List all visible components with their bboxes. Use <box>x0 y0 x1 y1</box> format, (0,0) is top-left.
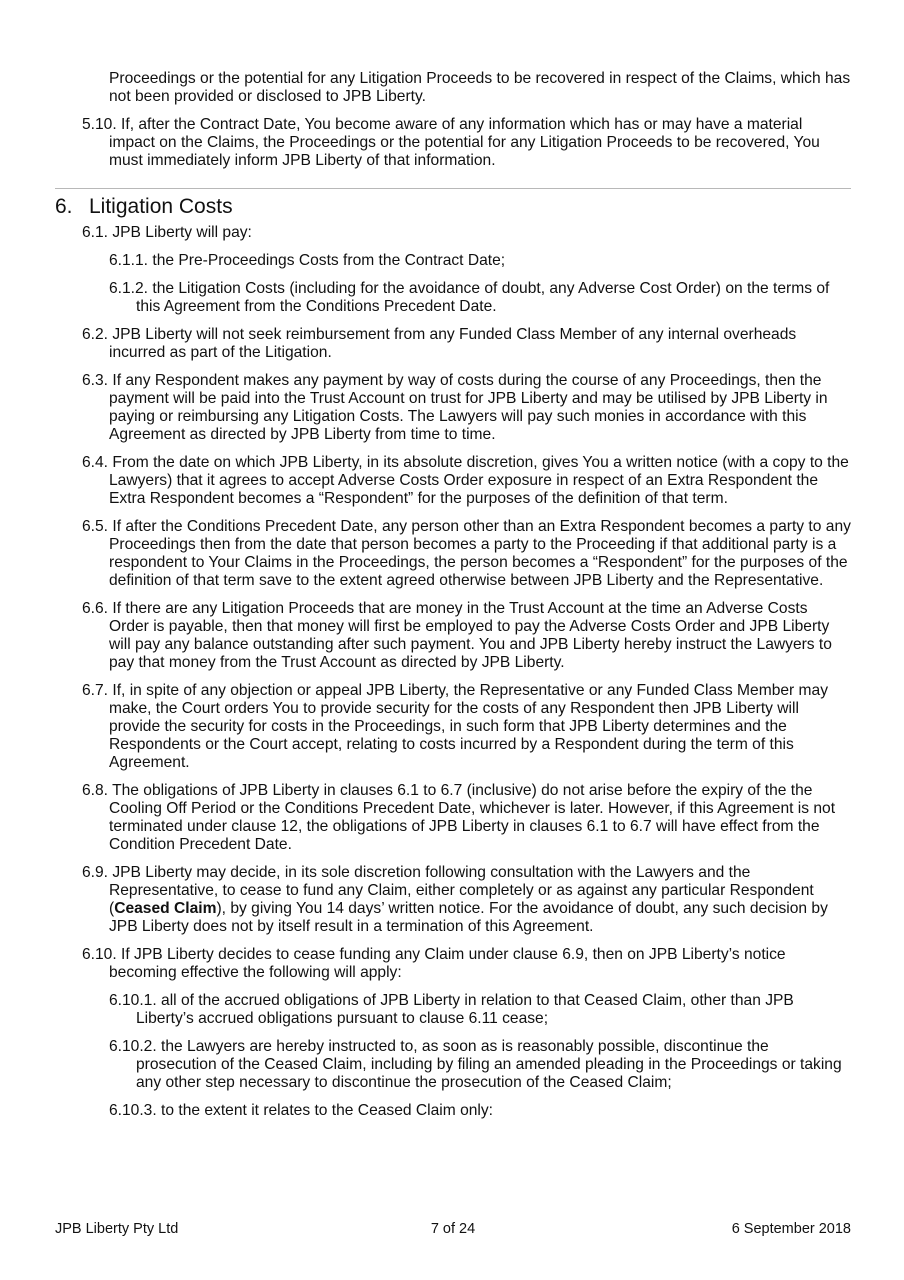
section-number: 6. <box>55 195 73 218</box>
clause-text: all of the accrued obligations of JPB Liberty in relation to that Ceased Claim, other than JPB Liberty’s accrued obligations pursuant to clause 6.11 cease; <box>136 992 794 1027</box>
clause-number: 6.10.1. <box>109 992 157 1009</box>
clause-6-9 <box>55 864 851 936</box>
clause-text: If, in spite of any objection or appeal JPB Liberty, the Representative or any Funded Class Member may make, the Court orders You to provide security for the costs of any Respondent then JPB Liberty will provide the security for costs in the Proceedings, in such form that JPB Liberty determines and the Respondents or the Court accept, relating to costs incurred by a Respondent during the term of this Agreement. <box>109 682 829 771</box>
footer-date: 6 September 2018 <box>731 1221 851 1237</box>
section-title: Litigation Costs <box>89 195 233 218</box>
clause-6-10-1 <box>55 992 851 1028</box>
clause-text: JPB Liberty will not seek reimbursement from any Funded Class Member of any internal overheads incurred as part of the Litigation. <box>109 326 797 361</box>
clause-6-10-3 <box>55 1102 851 1120</box>
clause-text: If any Respondent makes any payment by way of costs during the course of any Proceedings, then the payment will be paid into the Trust Account on trust for JPB Liberty and may be utilised by JPB Liberty in paying or reimbursing any Litigation Costs. The Lawyers will pay such monies in accordance with this Agreement as directed by JPB Liberty from time to time. <box>109 372 828 443</box>
clause-6-10 <box>55 946 851 982</box>
clause-text: If JPB Liberty decides to cease funding any Claim under clause 6.9, then on JPB Liberty’s notice becoming effective the following will apply: <box>109 946 786 981</box>
section-heading <box>55 194 851 220</box>
clause-number: 6.7. <box>82 682 109 699</box>
clause-number: 6.2. <box>82 326 109 343</box>
intro-continuation: Proceedings or the potential for any Litigation Proceeds to be recovered in respect of the Claims, which has not been provided or disclosed to JPB Liberty. <box>109 70 851 105</box>
clause-text: From the date on which JPB Liberty, in its absolute discretion, gives You a written notice (with a copy to the Lawyers) that it agrees to accept Adverse Costs Order exposure in respect of an Extra Respondent the Extra Respondent becomes a “Respondent” for the purposes of the definition of that term. <box>109 454 849 507</box>
clause-text: to the extent it relates to the Ceased Claim only: <box>161 1102 494 1119</box>
clause-6-7 <box>55 682 851 772</box>
clause-6-1 <box>55 224 851 242</box>
clause-text: The obligations of JPB Liberty in clauses 6.1 to 6.7 (inclusive) do not arise before the expiry of the the Cooling Off Period or the Conditions Precedent Date, whichever is later. However, if this Agreement is not terminated under clause 12, the obligations of JPB Liberty in clauses 6.1 to 6.7 will have effect from the Condition Precedent Date. <box>109 782 836 853</box>
clause-6-3 <box>55 372 851 444</box>
clause-6-8 <box>55 782 851 854</box>
clause-number: 6.1.2. <box>109 280 149 297</box>
clause-number: 6.9. <box>82 864 109 881</box>
clause-text: the Litigation Costs (including for the avoidance of doubt, any Adverse Cost Order) on the terms of this Agreement from the Conditions Precedent Date. <box>136 280 830 315</box>
clause-number: 6.10.2. <box>109 1038 157 1055</box>
clause-5-10 <box>55 116 851 170</box>
clause-6-4 <box>55 454 851 508</box>
defined-term: Ceased Claim <box>114 900 217 917</box>
clause-number: 6.8. <box>82 782 109 799</box>
clause-number: 6.1.1. <box>109 252 149 269</box>
document-body <box>55 70 851 1130</box>
clause-number: 6.3. <box>82 372 109 389</box>
clause-number: 6.5. <box>82 518 109 535</box>
section-divider <box>55 188 851 189</box>
clause-6-1-2 <box>55 280 851 316</box>
clause-6-6 <box>55 600 851 672</box>
clause-text: If there are any Litigation Proceeds that are money in the Trust Account at the time an Adverse Costs Order is payable, then that money will first be employed to pay the Adverse Costs Order and JPB Liberty will pay any balance outstanding after such payment. You and JPB Liberty hereby instruct the Lawyers to pay that money from the Trust Account as directed by JPB Liberty. <box>109 600 832 671</box>
clause-number: 5.10. <box>82 116 117 133</box>
clause-text-before: JPB Liberty may decide, in its sole discretion following consultation with the Lawyers and the Representative, to cease to fund any Claim, either completely or as against any particular Respondent ( <box>109 864 814 917</box>
footer-company: JPB Liberty Pty Ltd <box>55 1221 179 1237</box>
clause-6-5 <box>55 518 851 590</box>
clause-6-1-1 <box>55 252 851 270</box>
clause-number: 6.10. <box>82 946 117 963</box>
clause-text: JPB Liberty will pay: <box>112 224 252 241</box>
clause-number: 6.1. <box>82 224 109 241</box>
clause-text-after: ), by giving You 14 days’ written notice. For the avoidance of doubt, any such decision by JPB Liberty does not by itself result in a termination of this Agreement. <box>109 900 828 935</box>
clause-text: the Lawyers are hereby instructed to, as soon as is reasonably possible, discontinue the prosecution of the Ceased Claim, including by filing an amended pleading in the Proceedings or taking any other step necessary to discontinue the prosecution of the Ceased Claim; <box>136 1038 842 1091</box>
clause-6-2 <box>55 326 851 362</box>
clause-text: If, after the Contract Date, You become aware of any information which has or may have a material impact on the Claims, the Proceedings or the potential for any Litigation Proceeds to be recovered, You must immediately inform JPB Liberty of that information. <box>109 116 820 169</box>
clause-text: the Pre-Proceedings Costs from the Contract Date; <box>152 252 506 269</box>
clause-6-10-2 <box>55 1038 851 1092</box>
clause-text: If after the Conditions Precedent Date, any person other than an Extra Respondent becomes a party to any Proceedings then from the date that person becomes a party to the Proceeding if that additional party is a respondent to Your Claims in the Proceedings, the person becomes a “Respondent” for the purposes of the definition of that term save to the extent agreed otherwise between JPB Liberty and the Representative. <box>109 518 851 589</box>
clause-number: 6.6. <box>82 600 109 617</box>
clause-number: 6.10.3. <box>109 1102 157 1119</box>
clause-number: 6.4. <box>82 454 109 471</box>
footer-page-number: 7 of 24 <box>430 1221 476 1237</box>
